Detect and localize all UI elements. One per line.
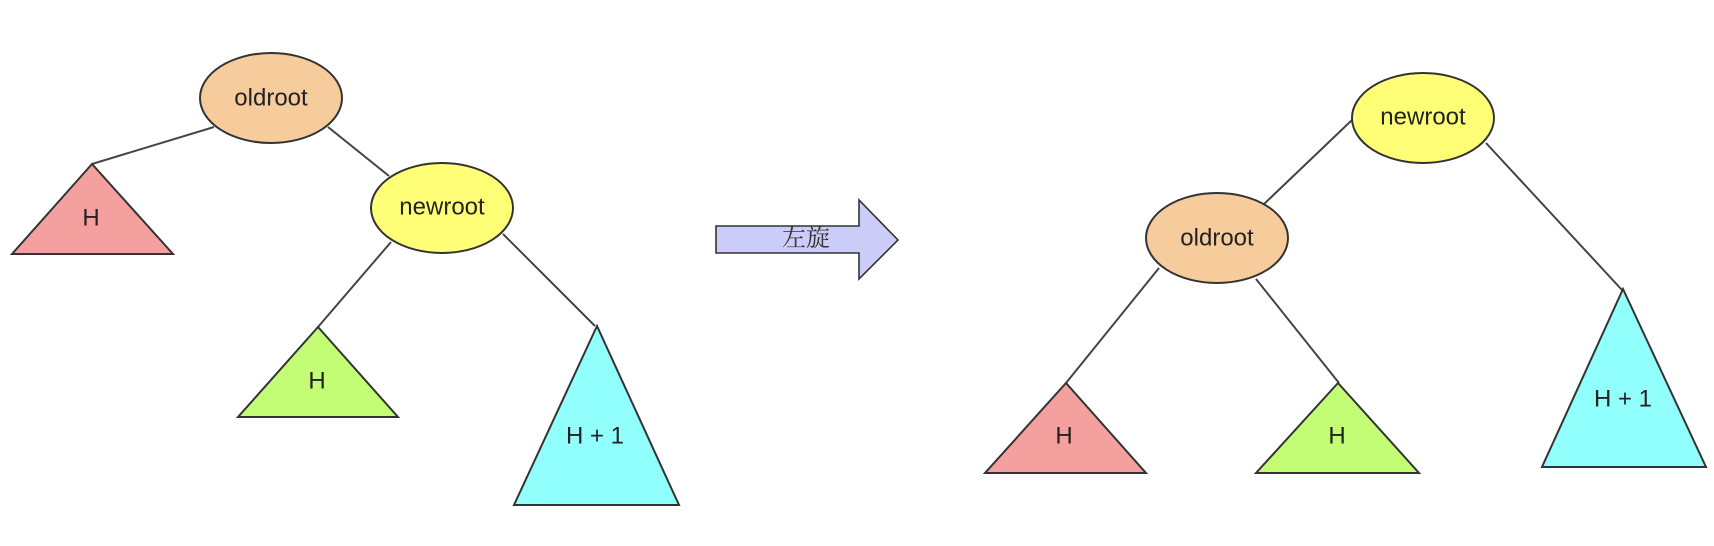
rotation-arrow-label: 左旋 xyxy=(782,224,830,252)
right-subtree-label-after: H + 1 xyxy=(1593,385,1653,413)
edge-newroot-to-middle-subtree xyxy=(318,242,391,327)
right-subtree-triangle xyxy=(514,326,679,505)
newroot-label: newroot xyxy=(399,193,485,221)
middle-subtree-after xyxy=(1256,383,1419,473)
edge-newroot-to-right-subtree xyxy=(503,234,595,326)
edge-oldroot-to-newroot xyxy=(328,127,389,176)
rotation-arrow xyxy=(716,200,898,279)
right-subtree-after xyxy=(1542,289,1706,467)
right-subtree-label: H + 1 xyxy=(565,422,625,450)
edge-newroot-to-oldroot xyxy=(1263,120,1352,205)
left-subtree-after xyxy=(985,383,1146,473)
left-subtree-label: H xyxy=(82,204,100,232)
right-subtree xyxy=(514,326,679,505)
middle-subtree-label-after: H xyxy=(1328,422,1346,450)
right-subtree-triangle-after xyxy=(1542,289,1706,467)
middle-subtree xyxy=(238,327,398,417)
oldroot-label-after: oldroot xyxy=(1180,224,1254,252)
after-tree xyxy=(985,73,1706,473)
oldroot-node xyxy=(200,53,342,143)
before-tree xyxy=(12,53,679,505)
newroot-label-after: newroot xyxy=(1380,103,1466,131)
left-subtree-label-after: H xyxy=(1055,422,1073,450)
edge-oldroot-to-left-subtree xyxy=(92,127,214,164)
oldroot-node-after xyxy=(1146,193,1288,283)
newroot-node-after xyxy=(1352,73,1494,163)
oldroot-label: oldroot xyxy=(234,84,308,112)
middle-subtree-label: H xyxy=(308,367,326,395)
edge-oldroot-to-middle-subtree-after xyxy=(1256,279,1339,383)
left-subtree xyxy=(12,164,173,254)
newroot-node xyxy=(371,163,513,253)
edge-newroot-to-right-subtree-after xyxy=(1486,143,1622,290)
edge-oldroot-to-left-subtree-after xyxy=(1066,268,1159,383)
